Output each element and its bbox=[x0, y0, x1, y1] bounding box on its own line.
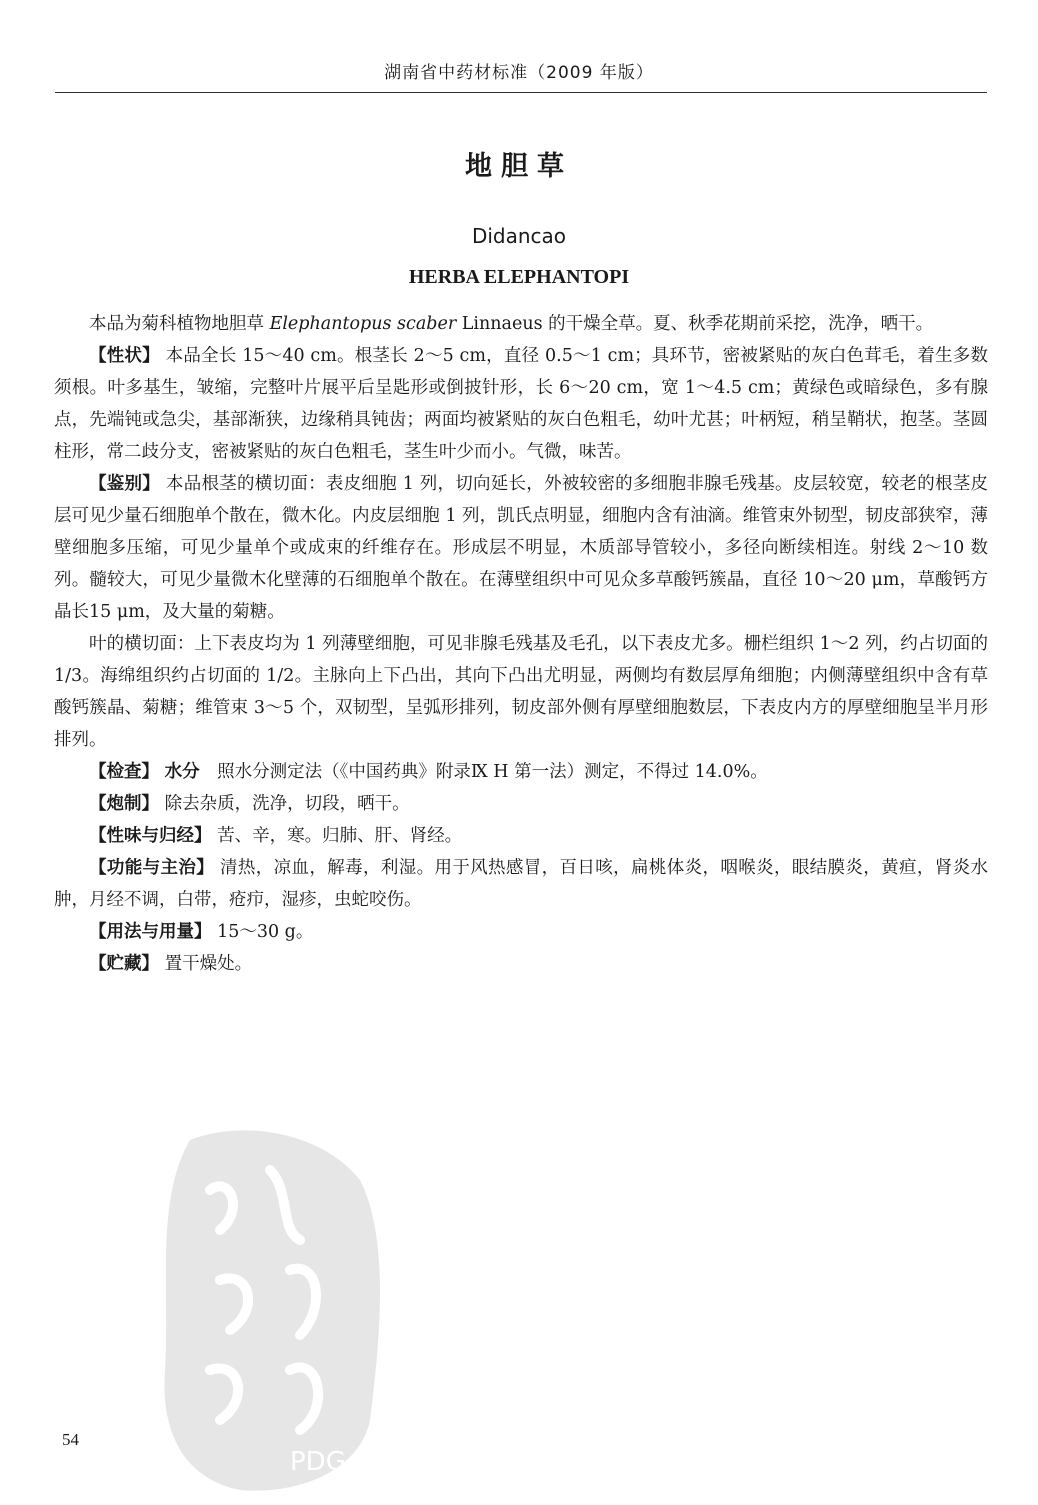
inspection-sub: 水分 bbox=[164, 762, 200, 782]
intro-text: 本品为菊科植物地胆草 bbox=[89, 314, 270, 334]
storage-label: 【贮藏】 bbox=[89, 954, 159, 974]
latin-name: HERBA ELEPHANTOPI bbox=[408, 266, 630, 288]
watermark-text: PDG bbox=[290, 1447, 346, 1477]
monograph-body bbox=[54, 308, 988, 980]
running-header: 湖南省中药材标准（2009 年版） bbox=[384, 63, 654, 83]
storage-section bbox=[54, 948, 988, 980]
intro-text-end: Linnaeus 的干燥全草。夏、秋季花期前采挖，洗净，晒干。 bbox=[456, 314, 934, 334]
identification-label: 【鉴别】 bbox=[89, 474, 161, 494]
leaf-section bbox=[54, 628, 988, 756]
inspection-section bbox=[54, 756, 988, 788]
inspection-label: 【检查】 bbox=[89, 762, 159, 782]
species-name: Elephantopus scaber bbox=[269, 314, 457, 334]
monograph-title: 地胆草 bbox=[465, 151, 573, 182]
function-label: 【功能与主治】 bbox=[89, 858, 215, 878]
nature-text: 苦、辛，寒。归肺、肝、肾经。 bbox=[217, 826, 463, 846]
seal-stamp-icon bbox=[150, 1120, 390, 1500]
nature-label: 【性味与归经】 bbox=[89, 826, 212, 846]
usage-section bbox=[54, 916, 988, 948]
usage-label: 【用法与用量】 bbox=[89, 922, 212, 942]
nature-section bbox=[54, 820, 988, 852]
identification-section bbox=[54, 468, 988, 628]
function-text: 清热，凉血，解毒，利湿。用于风热感冒，百日咳，扁桃体炎，咽喉炎，眼结膜炎，黄疸，肾炎水肿，月经不调，白带，疮疖，湿疹，虫蛇咬伤。 bbox=[54, 858, 989, 910]
identification-text: 本品根茎的横切面：表皮细胞 1 列，切向延长，外被较密的多细胞非腺毛残基。皮层较宽，较老的根茎皮层可见少量石细胞单个散在，微木化。内皮层细胞 1 列，凯氏点明显，细胞内含有油滴。维管束外韧型，韧皮部狭窄，薄壁细胞多压缩，可见少量单个或成束的纤维存在。形成层不明显，木质部导管较小，多径向断续相连。射线 2～10 数列。髓较大，可见少量微木化壁薄的石细胞单个散在。在薄壁组织中可见众多草酸钙簇晶，直径 10～20 μm，草酸钙方晶长15 μm，及大量的菊糖。 bbox=[54, 474, 988, 622]
pinyin-name: Didancao bbox=[471, 224, 567, 248]
processing-text: 除去杂质，洗净，切段，晒干。 bbox=[164, 794, 410, 814]
characters-label: 【性状】 bbox=[89, 346, 160, 366]
usage-text: 15～30 g。 bbox=[217, 922, 314, 942]
characters-section bbox=[54, 340, 988, 468]
leaf-text: 叶的横切面：上下表皮均为 1 列薄壁细胞，可见非腺毛残基及毛孔，以下表皮尤多。栅栏组织 1～2 列，约占切面的 1/3。海绵组织约占切面的 1/2。主脉向上下凸出，其向下凸出尤明显，两侧均有数层厚角细胞；内侧薄壁组织中含有草酸钙簇晶、菊糖；维管束 3～5 个，双韧型，呈弧形排列，韧皮部外侧有厚壁细胞数层，下表皮内方的厚壁细胞呈半月形排列。 bbox=[54, 634, 988, 750]
inspection-text: 照水分测定法（《中国药典》附录Ⅸ H 第一法）测定，不得过 14.0%。 bbox=[217, 762, 768, 782]
header-rule bbox=[55, 92, 987, 93]
intro-paragraph bbox=[54, 308, 988, 340]
characters-text: 本品全长 15～40 cm。根茎长 2～5 cm，直径 0.5～1 cm；具环节，密被紧贴的灰白色茸毛，着生多数须根。叶多基生，皱缩，完整叶片展平后呈匙形或倒披针形，长 6～20 cm，宽 1～4.5 cm；黄绿色或暗绿色，多有腺点，先端钝或急尖，基部渐狭，边缘稍具钝齿；两面均被紧贴的灰白色粗毛，幼叶尤甚；叶柄短，稍呈鞘状，抱茎。茎圆柱形，常二歧分支，密被紧贴的灰白色粗毛，茎生叶少而小。气微，味苦。 bbox=[54, 346, 988, 462]
page-number: 54 bbox=[62, 1430, 79, 1449]
processing-label: 【炮制】 bbox=[89, 794, 159, 814]
processing-section bbox=[54, 788, 988, 820]
function-section bbox=[54, 852, 988, 916]
storage-text: 置干燥处。 bbox=[164, 954, 253, 974]
